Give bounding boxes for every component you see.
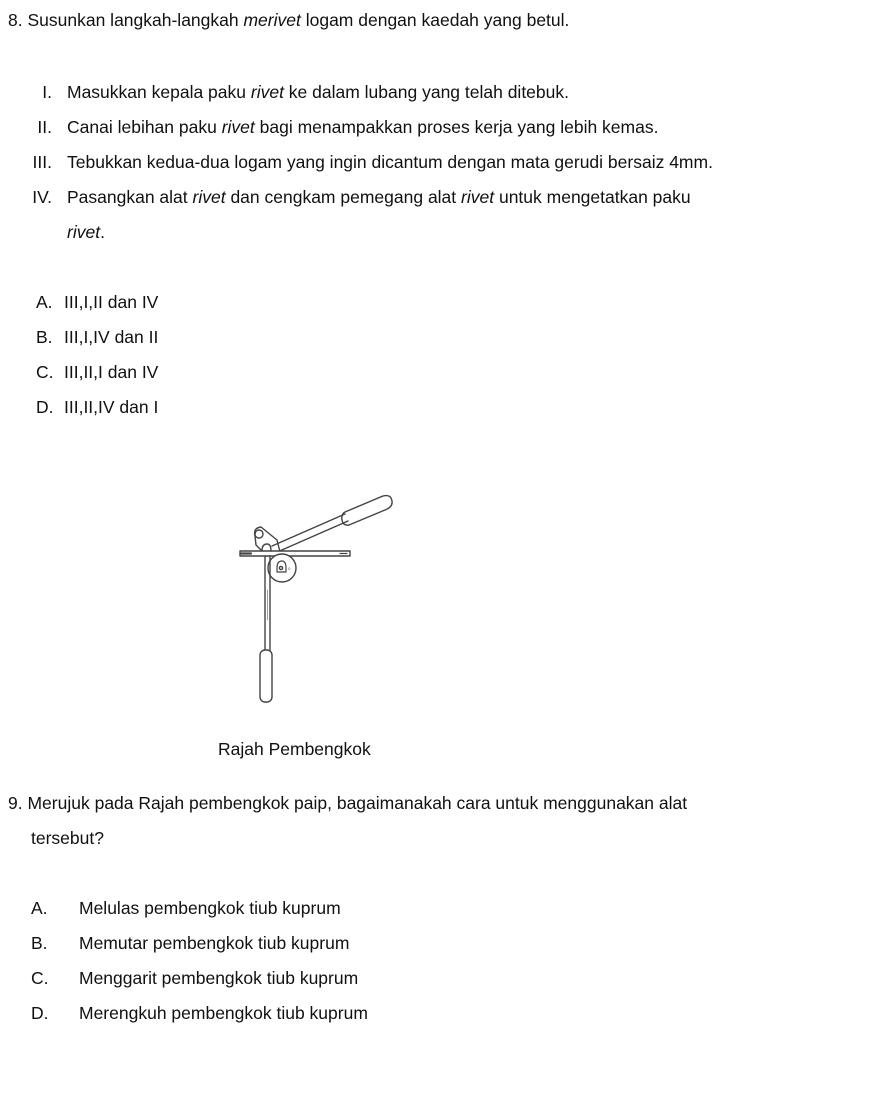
step-text: Masukkan kepala paku rivet ke dalam lubang yang telah ditebuk. [67, 82, 569, 102]
option-letter: C. [36, 362, 54, 382]
option-letter: D. [31, 1003, 49, 1023]
step-text: Tebukkan kedua-dua logam yang ingin dicantum dengan mata gerudi bersaiz 4mm. [67, 152, 713, 172]
prompt-text: logam dengan kaedah yang betul. [300, 10, 570, 30]
step-text: Pasangkan alat rivet dan cengkam pemegang alat rivet untuk mengetatkan paku [67, 187, 691, 207]
step-text-continuation: rivet. [67, 222, 105, 242]
question-9-prompt-continuation: tersebut? [31, 828, 104, 848]
option-text: III,I,II dan IV [64, 292, 159, 312]
option-letter: A. [31, 898, 48, 918]
question-number: 9. [8, 793, 23, 813]
option-text: III,I,IV dan II [64, 327, 159, 347]
option-letter: D. [36, 397, 54, 417]
prompt-italic: merivet [243, 10, 301, 30]
step-number: I. [42, 82, 52, 102]
option-text: Merengkuh pembengkok tiub kuprum [79, 1003, 368, 1023]
option-text: III,II,IV dan I [64, 397, 159, 417]
question-8-prompt [8, 9, 569, 31]
pipe-bender-figure [225, 490, 405, 710]
option-text: Melulas pembengkok tiub kuprum [79, 898, 341, 918]
option-letter: C. [31, 968, 49, 988]
option-text: Menggarit pembengkok tiub kuprum [79, 968, 359, 988]
step-number: III. [32, 152, 52, 172]
question-number: 8. [8, 10, 23, 30]
step-number: IV. [32, 187, 52, 207]
option-letter: A. [36, 292, 53, 312]
option-text: Memutar pembengkok tiub kuprum [79, 933, 350, 953]
step-number: II. [37, 117, 52, 137]
option-text: III,II,I dan IV [64, 362, 159, 382]
prompt-text: Susunkan langkah-langkah [27, 10, 244, 30]
option-letter: B. [36, 327, 53, 347]
svg-text:o: o [288, 566, 291, 571]
step-text: Canai lebihan paku rivet bagi menampakkan proses kerja yang lebih kemas. [67, 117, 659, 137]
figure-caption: Rajah Pembengkok [218, 739, 371, 759]
question-9-prompt [8, 792, 687, 814]
prompt-text: Merujuk pada Rajah pembengkok paip, bagaimanakah cara untuk menggunakan alat [27, 793, 688, 813]
pipe-bender-icon [225, 490, 405, 710]
option-letter: B. [31, 933, 48, 953]
